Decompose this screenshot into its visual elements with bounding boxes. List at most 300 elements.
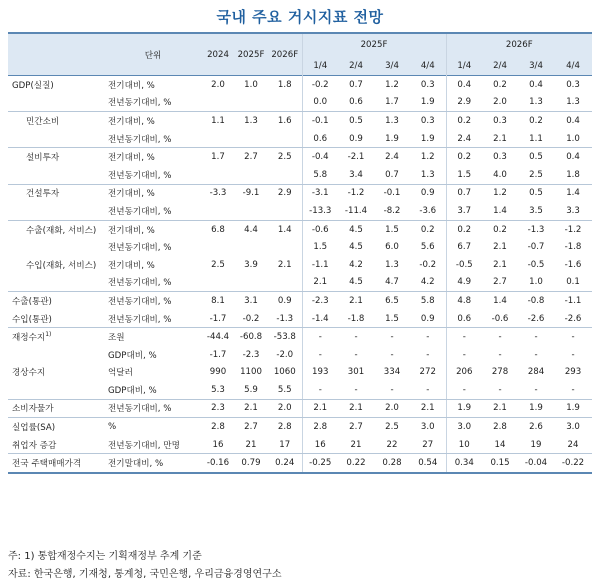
quarter-value: -0.6 — [302, 220, 338, 238]
row-label: 수입(통관) — [8, 310, 104, 328]
row-label — [8, 94, 104, 112]
header-q4-2026: 4/4 — [554, 56, 592, 76]
quarter-value: -0.1 — [383, 188, 401, 199]
quarter-value: 2.1 — [302, 274, 338, 292]
year-value — [234, 94, 268, 112]
row-unit: 전기대비, % — [108, 260, 155, 271]
row-label — [8, 381, 104, 399]
row-unit: 전년동기대비, % — [104, 94, 202, 112]
quarter-value: 0.3 — [420, 79, 435, 90]
row-label — [8, 202, 104, 220]
row-unit: % — [108, 422, 117, 433]
row-label: 건설투자 — [26, 189, 60, 200]
year-value — [234, 166, 268, 184]
year-value: -1.7 — [209, 349, 227, 360]
quarter-value: -2.6 — [554, 310, 592, 328]
year-value: 1100 — [240, 367, 262, 378]
year-value: 2.9 — [277, 188, 292, 199]
year-value: 4.4 — [244, 224, 258, 235]
quarter-value: 1.4 — [482, 202, 518, 220]
quarter-value: 2.7 — [349, 422, 363, 433]
table-row — [8, 202, 592, 220]
year-value — [268, 94, 302, 112]
year-value: -53.8 — [273, 332, 296, 343]
quarter-value: -0.5 — [446, 256, 482, 274]
row-unit: 전년동기대비, % — [104, 274, 202, 292]
footnotes — [8, 548, 281, 584]
header-quarters-2025f: 2025F — [302, 33, 446, 56]
quarter-value: 0.6 — [338, 94, 374, 112]
year-value: 2.5 — [277, 152, 292, 163]
quarter-value: - — [426, 349, 430, 360]
row-label: 취업자 증감 — [8, 436, 104, 454]
quarter-value: -11.4 — [338, 202, 374, 220]
year-value: 17 — [268, 436, 302, 454]
quarter-value: 0.3 — [493, 152, 507, 163]
quarter-value: 1.5 — [385, 224, 399, 235]
footnote-1: 주: 1) 통합재정수지는 기획재정부 추계 기준 — [8, 551, 202, 562]
quarter-value: -1.8 — [338, 310, 374, 328]
quarter-value: - — [518, 381, 554, 399]
quarter-value: - — [498, 332, 502, 343]
table-row — [8, 112, 592, 130]
quarter-value: -1.2 — [347, 188, 365, 199]
quarter-value: 0.15 — [482, 454, 518, 473]
quarter-value: -1.1 — [564, 295, 582, 306]
quarter-value: 1.9 — [374, 130, 410, 148]
quarter-value: 0.5 — [529, 188, 543, 199]
quarter-value: 1.9 — [518, 399, 554, 418]
quarter-value: -0.8 — [527, 295, 545, 306]
year-value: 1.6 — [277, 115, 292, 126]
table-row — [8, 436, 592, 454]
quarter-value: 24 — [554, 436, 592, 454]
quarter-value: - — [571, 332, 575, 343]
quarter-value: -1.3 — [527, 224, 545, 235]
year-value — [234, 238, 268, 256]
quarter-value: 0.2 — [446, 112, 482, 130]
quarter-value: 0.7 — [349, 79, 363, 90]
quarter-value: 1.4 — [566, 188, 580, 199]
year-value: 16 — [202, 436, 234, 454]
quarter-value: -1.1 — [302, 256, 338, 274]
quarter-value: 1.8 — [554, 166, 592, 184]
row-label: 민간소비 — [26, 116, 60, 127]
quarter-value: - — [338, 381, 374, 399]
header-q1-2026: 1/4 — [446, 56, 482, 76]
header-blank — [8, 33, 104, 76]
quarter-value: 4.2 — [410, 274, 446, 292]
quarter-value: 3.4 — [338, 166, 374, 184]
row-label: 수출(재화, 서비스) — [26, 225, 97, 236]
quarter-value: -0.5 — [527, 259, 545, 270]
quarter-value: 1.9 — [410, 94, 446, 112]
row-label — [8, 166, 104, 184]
quarter-value: 0.3 — [566, 79, 580, 90]
year-value: 1060 — [273, 367, 296, 378]
table-row — [8, 292, 592, 310]
row-label: 수입(재화, 서비스) — [26, 260, 97, 271]
forecast-table — [8, 32, 592, 474]
quarter-value: -3.6 — [410, 202, 446, 220]
year-value: 2.8 — [277, 422, 292, 433]
quarter-value: - — [302, 381, 338, 399]
quarter-value: - — [390, 349, 394, 360]
year-value — [202, 130, 234, 148]
quarter-value: 1.2 — [420, 152, 435, 163]
row-unit: 전년동기대비, 만명 — [104, 436, 202, 454]
row-label — [8, 346, 104, 364]
table-row — [8, 94, 592, 112]
row-label: 설비투자 — [26, 153, 60, 164]
quarter-value: -2.3 — [302, 292, 338, 310]
quarter-value: 2.1 — [410, 399, 446, 418]
quarter-value: -1.8 — [564, 242, 582, 253]
year-value — [202, 166, 234, 184]
quarter-value: 0.4 — [566, 115, 580, 126]
quarter-value: - — [302, 346, 338, 364]
quarter-value: 0.6 — [446, 310, 482, 328]
quarter-value: 206 — [446, 364, 482, 382]
quarter-value: 1.2 — [493, 188, 507, 199]
quarter-value: 5.8 — [420, 295, 435, 306]
year-value: 3.1 — [244, 295, 258, 306]
row-label: GDP(실질) — [12, 80, 54, 91]
quarter-value: 1.3 — [554, 94, 592, 112]
row-label: 재정수지$^{1)}$ — [12, 331, 52, 344]
footnote-marker: 1) — [45, 331, 52, 339]
year-value: -2.3 — [242, 349, 260, 360]
quarter-value: 14 — [482, 436, 518, 454]
quarter-value: 2.1 — [349, 295, 363, 306]
quarter-value: -0.7 — [527, 242, 545, 253]
quarter-value: 2.4 — [446, 130, 482, 148]
year-value: 990 — [209, 367, 227, 378]
table-row — [8, 238, 592, 256]
quarter-value: 0.4 — [529, 79, 543, 90]
quarter-value: 0.34 — [446, 454, 482, 473]
quarter-value: 6.7 — [446, 238, 482, 256]
row-label — [8, 238, 104, 256]
quarter-value: 0.3 — [493, 115, 507, 126]
quarter-value: 193 — [302, 364, 338, 382]
table-row — [8, 328, 592, 346]
row-label — [8, 274, 104, 292]
quarter-value: 1.5 — [302, 238, 338, 256]
row-unit: 전기말대비, % — [104, 454, 202, 473]
quarter-value: 2.0 — [374, 399, 410, 418]
quarter-value: -8.2 — [374, 202, 410, 220]
table-row — [8, 274, 592, 292]
quarter-value: - — [410, 381, 446, 399]
row-label: 수출(통관) — [12, 296, 52, 307]
quarter-value: - — [446, 328, 482, 346]
quarter-value: 272 — [419, 367, 436, 378]
quarter-value: 2.5 — [518, 166, 554, 184]
quarter-value: 1.2 — [385, 79, 399, 90]
header-q3-2026: 3/4 — [518, 56, 554, 76]
quarter-value: 0.9 — [410, 310, 446, 328]
table-row — [8, 381, 592, 399]
quarter-value: 1.9 — [446, 399, 482, 418]
quarter-value: 10 — [446, 436, 482, 454]
quarter-value: 4.0 — [482, 166, 518, 184]
quarter-value: 0.3 — [420, 115, 435, 126]
year-value: -9.1 — [242, 188, 260, 199]
header-year-2025f: 2025F — [234, 33, 268, 76]
quarter-value: -0.25 — [302, 454, 338, 473]
year-value — [268, 238, 302, 256]
quarter-value: 0.1 — [554, 274, 592, 292]
quarter-value: - — [354, 349, 358, 360]
quarter-value: -2.1 — [347, 152, 365, 163]
quarter-value: 293 — [564, 367, 582, 378]
year-value: -44.4 — [206, 332, 230, 343]
row-unit: 전기대비, % — [108, 80, 155, 91]
row-unit: 전기대비, % — [108, 189, 155, 200]
quarter-value: 1.9 — [410, 130, 446, 148]
year-value: 2.7 — [244, 422, 258, 433]
quarter-value: - — [498, 349, 502, 360]
year-value: -1.3 — [268, 310, 302, 328]
row-unit: 전년동기대비, % — [104, 166, 202, 184]
year-value: 1.1 — [211, 115, 225, 126]
quarter-value: 0.2 — [493, 79, 507, 90]
year-value: -0.16 — [202, 454, 234, 473]
quarter-value: - — [354, 332, 358, 343]
quarter-value: - — [390, 332, 394, 343]
quarter-value: -1.2 — [564, 224, 582, 235]
quarter-value: 1.5 — [374, 310, 410, 328]
quarter-value: 2.1 — [338, 399, 374, 418]
quarter-value: 278 — [491, 367, 509, 378]
year-value: 2.7 — [244, 152, 258, 163]
quarter-value: 0.28 — [374, 454, 410, 473]
header-q2-2025: 2/4 — [338, 56, 374, 76]
quarter-value: - — [571, 349, 575, 360]
year-value: 1.4 — [277, 224, 292, 235]
year-value: -1.7 — [202, 310, 234, 328]
row-label: 실업률(SA) — [12, 423, 56, 434]
source-note: 자료: 한국은행, 기재청, 통계청, 국민은행, 우리금융경영연구소 — [8, 569, 282, 580]
year-value: -0.2 — [234, 310, 268, 328]
quarter-value: -0.1 — [302, 112, 338, 130]
header-row-1 — [8, 33, 592, 56]
quarter-value: 2.1 — [493, 259, 507, 270]
quarter-value: 2.7 — [482, 274, 518, 292]
year-value — [268, 166, 302, 184]
quarter-value: - — [534, 349, 538, 360]
table-row — [8, 256, 592, 274]
quarter-value: 1.0 — [554, 130, 592, 148]
row-unit: GDP대비, % — [104, 381, 202, 399]
row-label: 소비자물가 — [8, 399, 104, 418]
quarter-value: 0.4 — [566, 152, 580, 163]
quarter-value: - — [482, 381, 518, 399]
quarter-value: 1.3 — [410, 166, 446, 184]
row-unit: GDP대비, % — [108, 350, 157, 361]
table-row — [8, 148, 592, 166]
header-unit: 단위 — [104, 33, 202, 76]
quarter-value: 0.2 — [446, 220, 482, 238]
year-value: -3.3 — [209, 188, 227, 199]
header-quarters-2026f: 2026F — [446, 33, 592, 56]
row-label — [8, 130, 104, 148]
quarter-value: - — [446, 346, 482, 364]
quarter-value: 22 — [374, 436, 410, 454]
quarter-value: 0.7 — [374, 166, 410, 184]
year-value: 3.9 — [244, 259, 258, 270]
quarter-value: 2.9 — [446, 94, 482, 112]
year-value: 2.5 — [211, 259, 225, 270]
table-row — [8, 76, 592, 94]
year-value: 2.0 — [211, 79, 225, 90]
quarter-value: 1.9 — [554, 399, 592, 418]
quarter-value: 0.54 — [410, 454, 446, 473]
row-label: 경상수지 — [12, 368, 46, 379]
quarter-value: - — [426, 332, 430, 343]
year-value: 2.8 — [211, 422, 225, 433]
quarter-value: 2.5 — [385, 422, 399, 433]
year-value: 0.79 — [234, 454, 268, 473]
quarter-value: - — [302, 328, 338, 346]
year-value: 1.3 — [244, 115, 258, 126]
quarter-value: 0.2 — [493, 224, 507, 235]
quarter-value: 1.5 — [446, 166, 482, 184]
quarter-value: 0.5 — [529, 152, 543, 163]
table-row — [8, 220, 592, 238]
table-row — [8, 364, 592, 382]
year-value: 2.3 — [202, 399, 234, 418]
row-unit: 전년동기대비, % — [104, 130, 202, 148]
header-q2-2026: 2/4 — [482, 56, 518, 76]
table-row — [8, 454, 592, 473]
quarter-value: -1.4 — [302, 310, 338, 328]
quarter-value: 0.6 — [302, 130, 338, 148]
year-value: 5.9 — [234, 381, 268, 399]
quarter-value: -2.6 — [518, 310, 554, 328]
table-row — [8, 184, 592, 202]
quarter-value: 2.0 — [482, 94, 518, 112]
year-value — [234, 202, 268, 220]
quarter-value: 2.1 — [482, 130, 518, 148]
quarter-value: 6.0 — [385, 242, 399, 253]
quarter-value: 2.8 — [302, 418, 338, 436]
quarter-value: 16 — [302, 436, 338, 454]
quarter-value: 1.4 — [493, 295, 507, 306]
year-value: 2.0 — [268, 399, 302, 418]
header-q4-2025: 4/4 — [410, 56, 446, 76]
table-row — [8, 346, 592, 364]
year-value: 2.1 — [277, 259, 292, 270]
quarter-value: 2.8 — [493, 422, 507, 433]
quarter-value: 2.1 — [482, 399, 518, 418]
year-value — [234, 274, 268, 292]
quarter-value: 1.3 — [385, 115, 399, 126]
header-year-2024: 2024 — [202, 33, 234, 76]
year-value — [268, 130, 302, 148]
year-value: 0.24 — [268, 454, 302, 473]
quarter-value: 19 — [518, 436, 554, 454]
quarter-value: 1.1 — [518, 130, 554, 148]
quarter-value: 4.2 — [349, 259, 363, 270]
quarter-value: - — [554, 381, 592, 399]
quarter-value: 1.0 — [518, 274, 554, 292]
quarter-value: 0.22 — [338, 454, 374, 473]
quarter-value: 5.6 — [420, 242, 435, 253]
year-value — [202, 202, 234, 220]
quarter-value: 6.5 — [385, 295, 399, 306]
quarter-value: 0.2 — [529, 115, 543, 126]
quarter-value: - — [374, 381, 410, 399]
quarter-value: 334 — [383, 367, 401, 378]
quarter-value: 0.0 — [302, 94, 338, 112]
quarter-value: -3.1 — [302, 184, 338, 202]
quarter-value: 0.2 — [420, 224, 435, 235]
year-value: 2.1 — [234, 399, 268, 418]
row-unit: 전년동기대비, % — [108, 243, 172, 254]
row-label: 전국 주택매매가격 — [8, 454, 104, 473]
year-value: 5.5 — [268, 381, 302, 399]
quarter-value: 2.1 — [302, 399, 338, 418]
table-row — [8, 130, 592, 148]
quarter-value: 4.5 — [349, 224, 363, 235]
year-value: 8.1 — [211, 295, 225, 306]
quarter-value: 5.8 — [302, 166, 338, 184]
quarter-value: -0.2 — [302, 76, 338, 94]
quarter-value: -0.04 — [518, 454, 554, 473]
year-value: 0.9 — [277, 295, 292, 306]
table-row — [8, 310, 592, 328]
quarter-value: 2.6 — [529, 422, 543, 433]
quarter-value: 3.0 — [446, 418, 482, 436]
row-unit: 전년동기대비, % — [104, 399, 202, 418]
year-value: 1.8 — [277, 79, 292, 90]
year-value — [268, 274, 302, 292]
year-value: 1.0 — [244, 79, 258, 90]
forecast-table-container — [8, 32, 592, 474]
table-row — [8, 418, 592, 436]
quarter-value: - — [534, 332, 538, 343]
quarter-value: 4.5 — [349, 242, 363, 253]
quarter-value: 0.7 — [446, 184, 482, 202]
quarter-value: 3.0 — [566, 422, 580, 433]
year-value: 5.3 — [202, 381, 234, 399]
page-title: 국내 주요 거시지표 전망 — [216, 8, 384, 26]
quarter-value: -0.22 — [554, 454, 592, 473]
header-q1-2025: 1/4 — [302, 56, 338, 76]
quarter-value: 27 — [410, 436, 446, 454]
quarter-value: -0.4 — [302, 148, 338, 166]
quarter-value: 1.7 — [374, 94, 410, 112]
quarter-value: 284 — [527, 367, 545, 378]
row-unit: 전년동기대비, % — [104, 310, 202, 328]
quarter-value: 4.5 — [338, 274, 374, 292]
quarter-value: 2.4 — [385, 152, 399, 163]
row-unit: 전기대비, % — [108, 153, 155, 164]
year-value — [234, 130, 268, 148]
quarter-value: 21 — [338, 436, 374, 454]
quarter-value: 301 — [347, 367, 365, 378]
table-row — [8, 166, 592, 184]
quarter-value: 0.9 — [338, 130, 374, 148]
quarter-value: 2.1 — [493, 242, 507, 253]
year-value: 6.8 — [211, 224, 225, 235]
year-value: -2.0 — [276, 349, 294, 360]
row-unit: 전년동기대비, % — [108, 296, 172, 307]
quarter-value: -13.3 — [302, 202, 338, 220]
year-value: -60.8 — [239, 332, 263, 343]
